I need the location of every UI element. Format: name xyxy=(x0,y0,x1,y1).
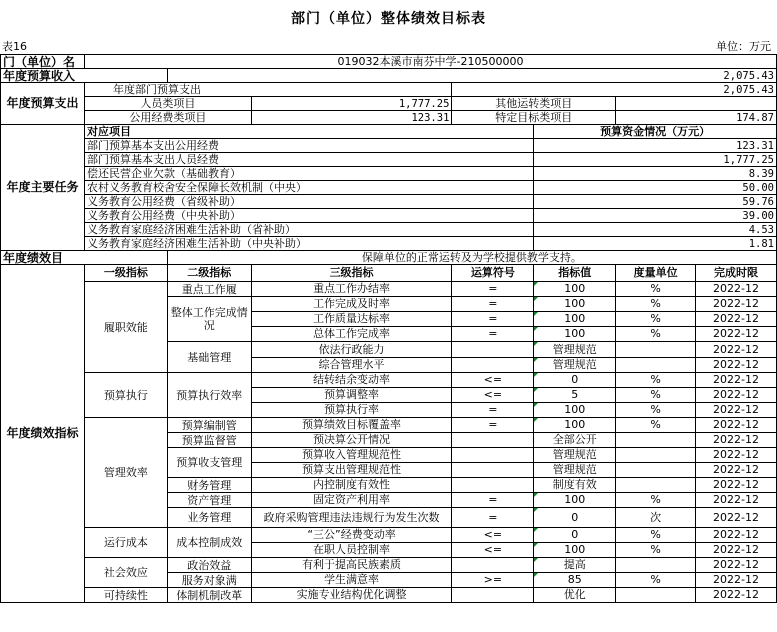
l3-indicator: 预算绩效目标覆盖率 xyxy=(251,418,452,433)
l3-header: 三级指标 xyxy=(251,265,452,282)
operator: <= xyxy=(452,388,534,403)
l3-indicator: 学生满意率 xyxy=(251,573,452,588)
target-value: 0 xyxy=(534,528,616,543)
operator xyxy=(452,448,534,463)
measure-unit: % xyxy=(616,297,696,312)
l3-indicator: 依法行政能力 xyxy=(251,342,452,358)
deadline: 2022-12 xyxy=(696,282,777,297)
operator-header: 运算符号 xyxy=(452,265,534,282)
target-value: 100 xyxy=(534,403,616,418)
l1-indicator: 管理效率 xyxy=(84,418,167,528)
measure-unit: % xyxy=(616,312,696,327)
task-amount: 1.81 xyxy=(534,237,777,251)
unit-label: 单位：万元 xyxy=(716,40,771,53)
target-value: 5 xyxy=(534,388,616,403)
other-label: 其他运转类项目 xyxy=(452,97,616,111)
income-label: 年度预算收入 xyxy=(1,69,168,83)
funds-header: 预算资金情况（万元） xyxy=(534,125,777,139)
deadline: 2022-12 xyxy=(696,433,777,448)
l2-indicator: 政治效益 xyxy=(167,558,251,573)
operator xyxy=(452,433,534,448)
page-title: 部门（单位）整体绩效目标表 xyxy=(291,11,486,27)
operator: = xyxy=(452,493,534,508)
l2-indicator: 体制机制改革 xyxy=(167,588,251,603)
deadline: 2022-12 xyxy=(696,358,777,373)
task-amount: 1,777.25 xyxy=(534,153,777,167)
measure-unit: % xyxy=(616,388,696,403)
task-row xyxy=(1,223,777,237)
deadline: 2022-12 xyxy=(696,327,777,342)
target-value: 100 xyxy=(534,312,616,327)
target-value: 100 xyxy=(534,543,616,558)
operator xyxy=(452,463,534,478)
operator xyxy=(452,478,534,493)
target-value: 制度有效 xyxy=(534,478,616,493)
measure-unit: % xyxy=(616,543,696,558)
operator xyxy=(452,588,534,603)
indicator-row xyxy=(1,282,777,297)
measure-unit xyxy=(616,342,696,358)
measure-unit xyxy=(616,358,696,373)
l2-indicator: 财务管理 xyxy=(167,478,251,493)
l2-indicator: 资产管理 xyxy=(167,493,251,508)
l2-indicator: 业务管理 xyxy=(167,508,251,528)
operator: >= xyxy=(452,573,534,588)
operator: = xyxy=(452,282,534,297)
tasks-label: 年度主要任务 xyxy=(1,125,85,251)
task-amount: 4.53 xyxy=(534,223,777,237)
operator xyxy=(452,342,534,358)
operator: <= xyxy=(452,543,534,558)
target-value: 100 xyxy=(534,282,616,297)
measure-unit: % xyxy=(616,403,696,418)
task-name: 义务教育家庭经济困难生活补助（中央补助） xyxy=(84,237,533,251)
measure-unit xyxy=(616,478,696,493)
target-value: 管理规范 xyxy=(534,463,616,478)
l3-indicator: 预算执行率 xyxy=(251,403,452,418)
deadline: 2022-12 xyxy=(696,543,777,558)
task-row xyxy=(1,153,777,167)
measure-unit: % xyxy=(616,573,696,588)
measure-unit: % xyxy=(616,327,696,342)
project-header: 对应项目 xyxy=(84,125,533,139)
indicator-row xyxy=(1,528,777,543)
public-label: 公用经费类项目 xyxy=(84,111,251,125)
measure-unit xyxy=(616,463,696,478)
deadline: 2022-12 xyxy=(696,558,777,573)
target-value: 管理规范 xyxy=(534,342,616,358)
special-value: 174.87 xyxy=(616,111,777,125)
deadline: 2022-12 xyxy=(696,493,777,508)
measure-unit xyxy=(616,588,696,603)
task-amount: 123.31 xyxy=(534,139,777,153)
measure-unit: % xyxy=(616,282,696,297)
deadline: 2022-12 xyxy=(696,342,777,358)
l1-indicator: 履职效能 xyxy=(84,282,167,373)
deadline: 2022-12 xyxy=(696,528,777,543)
task-amount: 39.00 xyxy=(534,209,777,223)
deadline: 2022-12 xyxy=(696,588,777,603)
target-value: 100 xyxy=(534,297,616,312)
l3-indicator: 预算支出管理规范性 xyxy=(251,463,452,478)
deadline: 2022-12 xyxy=(696,312,777,327)
dept-label: 门（单位）名 xyxy=(1,55,85,69)
measure-unit xyxy=(616,558,696,573)
l2-header: 二级指标 xyxy=(167,265,251,282)
task-row xyxy=(1,237,777,251)
l3-indicator: 工作完成及时率 xyxy=(251,297,452,312)
deadline: 2022-12 xyxy=(696,388,777,403)
target-value: 85 xyxy=(534,573,616,588)
target-value: 提高 xyxy=(534,558,616,573)
l1-header: 一级指标 xyxy=(84,265,167,282)
l3-indicator: 综合管理水平 xyxy=(251,358,452,373)
task-row xyxy=(1,181,777,195)
indicators-label: 年度绩效指标 xyxy=(1,265,85,603)
l2-indicator: 基础管理 xyxy=(167,342,251,373)
target-value: 全部公开 xyxy=(534,433,616,448)
deadline: 2022-12 xyxy=(696,478,777,493)
deadline: 2022-12 xyxy=(696,573,777,588)
l3-indicator: 重点工作办结率 xyxy=(251,282,452,297)
l3-indicator: 预算调整率 xyxy=(251,388,452,403)
deadline: 2022-12 xyxy=(696,448,777,463)
deadline-header: 完成时限 xyxy=(696,265,777,282)
personnel-label: 人员类项目 xyxy=(84,97,251,111)
operator: = xyxy=(452,418,534,433)
l3-indicator: 在职人员控制率 xyxy=(251,543,452,558)
task-name: 义务教育公用经费（省级补助） xyxy=(84,195,533,209)
l3-indicator: “三公”经费变动率 xyxy=(251,528,452,543)
l2-indicator: 成本控制成效 xyxy=(167,528,251,558)
l1-indicator: 社会效应 xyxy=(84,558,167,588)
indicator-row xyxy=(1,588,777,603)
measure-unit: % xyxy=(616,493,696,508)
l3-indicator: 工作质量达标率 xyxy=(251,312,452,327)
operator xyxy=(452,558,534,573)
deadline: 2022-12 xyxy=(696,463,777,478)
task-row xyxy=(1,195,777,209)
unit-header: 度量单位 xyxy=(616,265,696,282)
task-name: 偿还民营企业欠款（基础教育） xyxy=(84,167,533,181)
task-name: 部门预算基本支出人员经费 xyxy=(84,153,533,167)
l2-indicator: 预算收支管理 xyxy=(167,448,251,478)
l3-indicator: 有利于提高民族素质 xyxy=(251,558,452,573)
l3-indicator: 政府采购管理违法违规行为发生次数 xyxy=(251,508,452,528)
l2-indicator: 服务对象满 xyxy=(167,573,251,588)
task-amount: 59.76 xyxy=(534,195,777,209)
task-row xyxy=(1,139,777,153)
measure-unit xyxy=(616,433,696,448)
public-value: 123.31 xyxy=(251,111,452,125)
measure-unit: % xyxy=(616,528,696,543)
target-value: 管理规范 xyxy=(534,448,616,463)
l3-indicator: 固定资产利用率 xyxy=(251,493,452,508)
personnel-value: 1,777.25 xyxy=(251,97,452,111)
target-value: 100 xyxy=(534,418,616,433)
l3-indicator: 内控制度有效性 xyxy=(251,478,452,493)
task-amount: 50.00 xyxy=(534,181,777,195)
task-amount: 8.39 xyxy=(534,167,777,181)
indicator-row xyxy=(1,373,777,388)
dept-spend-label: 年度部门预算支出 xyxy=(84,83,451,97)
measure-unit xyxy=(616,448,696,463)
l2-indicator: 预算编制管 xyxy=(167,418,251,433)
l2-indicator: 预算监督管 xyxy=(167,433,251,448)
target-value: 0 xyxy=(534,373,616,388)
operator: <= xyxy=(452,528,534,543)
goal-label: 年度绩效目 xyxy=(1,251,168,265)
task-name: 农村义务教育校舍安全保障长效机制（中央） xyxy=(84,181,533,195)
target-value: 0 xyxy=(534,508,616,528)
indicator-row xyxy=(1,558,777,573)
l1-indicator: 运行成本 xyxy=(84,528,167,558)
task-name: 义务教育家庭经济困难生活补助（省补助） xyxy=(84,223,533,237)
operator: = xyxy=(452,327,534,342)
l1-indicator: 预算执行 xyxy=(84,373,167,418)
l1-indicator: 可持续性 xyxy=(84,588,167,603)
task-row xyxy=(1,167,777,181)
operator: <= xyxy=(452,373,534,388)
task-row xyxy=(1,209,777,223)
deadline: 2022-12 xyxy=(696,418,777,433)
value-header: 指标值 xyxy=(534,265,616,282)
operator: = xyxy=(452,403,534,418)
target-value: 管理规范 xyxy=(534,358,616,373)
l3-indicator: 实施专业结构优化调整 xyxy=(251,588,452,603)
measure-unit: 次 xyxy=(616,508,696,528)
target-value: 100 xyxy=(534,327,616,342)
l2-indicator: 预算执行效率 xyxy=(167,373,251,418)
measure-unit: % xyxy=(616,418,696,433)
deadline: 2022-12 xyxy=(696,373,777,388)
spend-label: 年度预算支出 xyxy=(1,83,85,125)
operator: = xyxy=(452,312,534,327)
task-name: 部门预算基本支出公用经费 xyxy=(84,139,533,153)
target-value: 优化 xyxy=(534,588,616,603)
dept-name: 019032本溪市南芬中学-210500000 xyxy=(84,55,776,69)
dept-spend-value: 2,075.43 xyxy=(452,83,777,97)
operator: = xyxy=(452,297,534,312)
special-label: 特定目标类项目 xyxy=(452,111,616,125)
l2-indicator: 整体工作完成情况 xyxy=(167,297,251,342)
deadline: 2022-12 xyxy=(696,403,777,418)
indicator-row xyxy=(1,418,777,433)
l3-indicator: 结转结余变动率 xyxy=(251,373,452,388)
l3-indicator: 预决算公开情况 xyxy=(251,433,452,448)
measure-unit: % xyxy=(616,373,696,388)
form-number: 表16 xyxy=(2,40,27,53)
task-name: 义务教育公用经费（中央补助） xyxy=(84,209,533,223)
operator: = xyxy=(452,508,534,528)
l3-indicator: 总体工作完成率 xyxy=(251,327,452,342)
l2-indicator: 重点工作履 xyxy=(167,282,251,297)
target-value: 100 xyxy=(534,493,616,508)
income-value: 2,075.43 xyxy=(167,69,776,83)
other-value xyxy=(616,97,777,111)
operator xyxy=(452,358,534,373)
deadline: 2022-12 xyxy=(696,297,777,312)
deadline: 2022-12 xyxy=(696,508,777,528)
l3-indicator: 预算收入管理规范性 xyxy=(251,448,452,463)
goal-text: 保障单位的正常运转及为学校提供教学支持。 xyxy=(167,251,776,265)
performance-target-table xyxy=(0,54,777,603)
